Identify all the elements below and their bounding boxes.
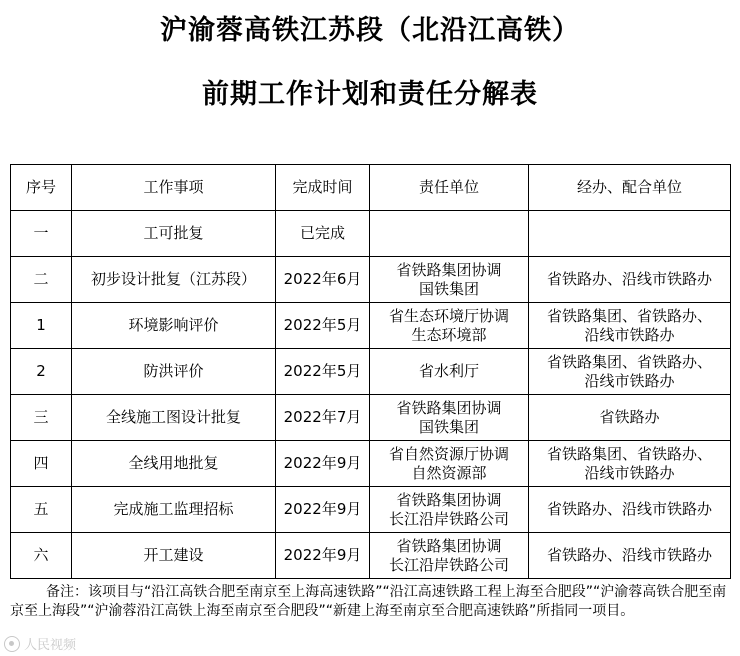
- cell-no: 一: [11, 211, 72, 257]
- table-row: [11, 211, 731, 257]
- cell-responsible: 省水利厅: [370, 349, 529, 395]
- cell-time: 已完成: [276, 211, 370, 257]
- table-header-row: [11, 165, 731, 211]
- cell-cooperating: [529, 211, 731, 257]
- watermark-text: 人民视频: [24, 638, 77, 653]
- table-row: [11, 257, 731, 303]
- header-no: 序号: [11, 165, 72, 211]
- cell-time: 2022年9月: [276, 441, 370, 487]
- cell-cooperating: 省铁路集团、省铁路办、 沿线市铁路办: [529, 441, 731, 487]
- cell-no: 三: [11, 395, 72, 441]
- cell-no: 五: [11, 487, 72, 533]
- footnote: 备注：该项目与“沿江高铁合肥至南京至上海高速铁路”“沿江高速铁路工程上海至合肥段”“沪渝蓉高铁合肥至南京至上海段”“沪渝蓉沿江高铁上海至南京至合肥段”“新建上海至南京至合肥高速铁路”所指同一项目。: [10, 584, 727, 619]
- header-item: 工作事项: [72, 165, 276, 211]
- cell-cooperating: 省铁路集团、省铁路办、 沿线市铁路办: [529, 349, 731, 395]
- cell-item: 工可批复: [72, 211, 276, 257]
- cell-cooperating: 省铁路办、沿线市铁路办: [529, 487, 731, 533]
- table-row: [11, 487, 731, 533]
- cell-item: 完成施工监理招标: [72, 487, 276, 533]
- cell-cooperating: 省铁路办、沿线市铁路办: [529, 533, 731, 579]
- title-line-2: 前期工作计划和责任分解表: [202, 79, 538, 110]
- cell-item: 初步设计批复（江苏段）: [72, 257, 276, 303]
- cell-time: 2022年5月: [276, 349, 370, 395]
- cell-item: 全线施工图设计批复: [72, 395, 276, 441]
- watermark: [4, 634, 76, 653]
- cell-responsible: 省铁路集团协调 国铁集团: [370, 395, 529, 441]
- cell-no: 六: [11, 533, 72, 579]
- title-line-1: 沪渝蓉高铁江苏段（北沿江高铁）: [160, 15, 580, 46]
- table-row: [11, 303, 731, 349]
- cell-time: 2022年9月: [276, 533, 370, 579]
- table-row: [11, 441, 731, 487]
- cell-no: 二: [11, 257, 72, 303]
- cell-item: 防洪评价: [72, 349, 276, 395]
- cell-no: 2: [11, 349, 72, 395]
- cell-responsible: 省自然资源厅协调 自然资源部: [370, 441, 529, 487]
- cell-no: 四: [11, 441, 72, 487]
- cell-responsible: 省铁路集团协调 长江沿岸铁路公司: [370, 487, 529, 533]
- cell-no: 1: [11, 303, 72, 349]
- cell-responsible: 省铁路集团协调 国铁集团: [370, 257, 529, 303]
- cell-cooperating: 省铁路集团、省铁路办、 沿线市铁路办: [529, 303, 731, 349]
- watermark-logo-icon: [4, 636, 20, 652]
- cell-item: 全线用地批复: [72, 441, 276, 487]
- cell-time: 2022年7月: [276, 395, 370, 441]
- cell-responsible: 省生态环境厅协调 生态环境部: [370, 303, 529, 349]
- table-row: [11, 395, 731, 441]
- cell-time: 2022年5月: [276, 303, 370, 349]
- cell-cooperating: 省铁路办: [529, 395, 731, 441]
- header-cooperating: 经办、配合单位: [529, 165, 731, 211]
- cell-time: 2022年9月: [276, 487, 370, 533]
- header-time: 完成时间: [276, 165, 370, 211]
- cell-responsible: [370, 211, 529, 257]
- table-row: [11, 533, 731, 579]
- cell-responsible: 省铁路集团协调 长江沿岸铁路公司: [370, 533, 529, 579]
- header-responsible: 责任单位: [370, 165, 529, 211]
- cell-time: 2022年6月: [276, 257, 370, 303]
- table-row: [11, 349, 731, 395]
- responsibility-table: [10, 164, 731, 579]
- cell-item: 环境影响评价: [72, 303, 276, 349]
- cell-cooperating: 省铁路办、沿线市铁路办: [529, 257, 731, 303]
- cell-item: 开工建设: [72, 533, 276, 579]
